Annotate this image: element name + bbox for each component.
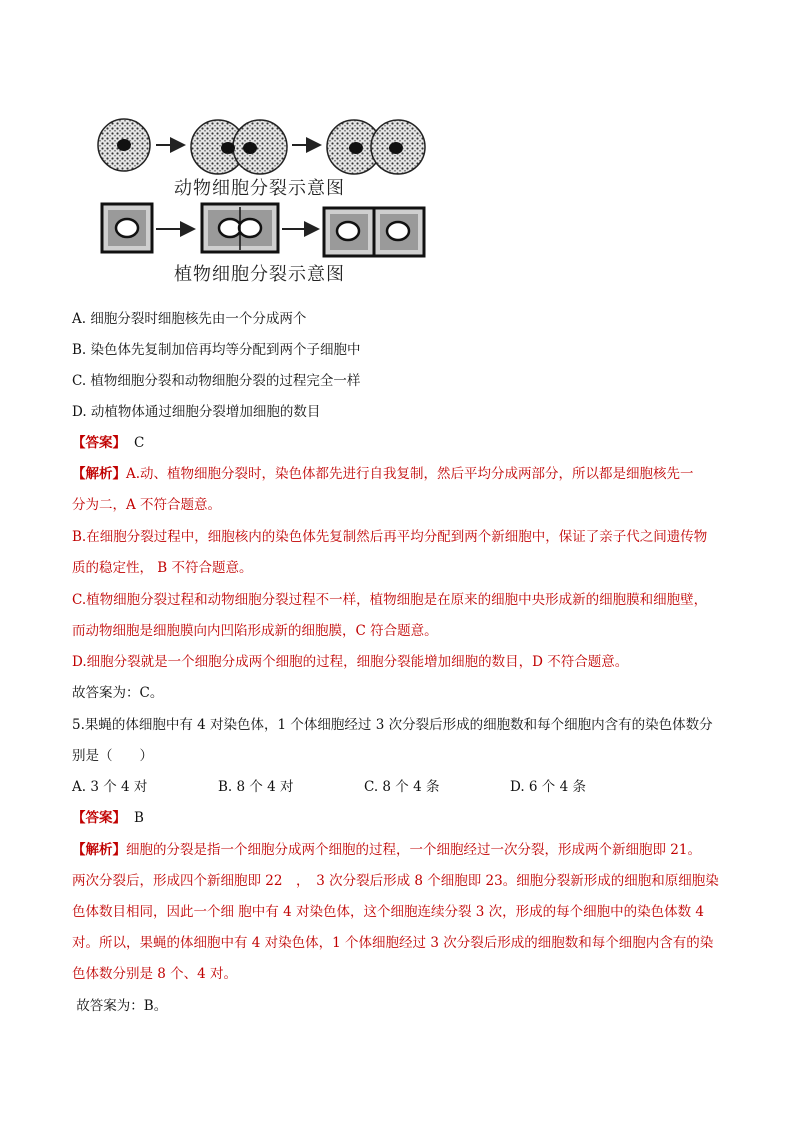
q5-option-d: D. 6 个 4 条 [510,779,586,795]
q5-option-b: B. 8 个 4 对 [218,779,294,795]
analysis-label: 【解析】 [72,842,126,858]
q4-answer [72,433,144,453]
q4-analysis-line: 【解析】A.动、植物细胞分裂时，染色体都先进行自我复制，然后平均分成两部分，所以都是细胞核先一 [72,466,694,482]
q5-option-c: C. 8 个 4 条 [364,779,440,795]
q5-stem: 5.果蝇的体细胞中有 4 对染色体，1 个体细胞经过 3 次分裂后形成的细胞数和每个细胞内含有的染色体数分 [72,717,713,733]
q4-option-b: B. 染色体先复制加倍再均等分配到两个子细胞中 [72,342,361,358]
q5-option-a: A. 3 个 4 对 [72,779,148,795]
cell-division-figure [96,112,436,287]
q5-analysis-line: 【解析】细胞的分裂是指一个细胞分成两个细胞的过程，一个细胞经过一次分裂，形成两个新细胞即 21。 [72,842,701,858]
animal-nucleus [117,139,131,151]
q4-option-c: C. 植物细胞分裂和动物细胞分裂的过程完全一样 [72,373,361,389]
answer-label: 【答案】 [72,810,126,826]
q5-analysis-line: 两次分裂后，形成四个新细胞即 22 ， 3 次分裂后形成 8 个细胞即 23。细胞分裂新形成的细胞和原细胞染 [72,873,719,889]
q4-analysis-line: B.在细胞分裂过程中，细胞核内的染色体先复制然后再平均分配到两个新细胞中，保证了亲子代之间遗传物 [72,529,708,545]
animal-cell-2b [233,120,287,174]
q4-analysis-line: D.细胞分裂就是一个细胞分成两个细胞的过程，细胞分裂能增加细胞的数目，D 不符合题意。 [72,654,629,670]
q5-analysis-line: 色体数分别是 8 个、4 对。 [72,966,238,982]
analysis-label: 【解析】 [72,466,126,482]
q5-analysis-line: 色体数目相同，因此一个细 胞中有 4 对染色体，这个细胞连续分裂 3 次，形成的每个细胞中的染色体数 4 [72,904,705,920]
q5-analysis-line: 对。所以，果蝇的体细胞中有 4 对染色体，1 个体细胞经过 3 次分裂后形成的细胞数和每个细胞内含有的染 [72,935,714,951]
q4-analysis-line: 分为二，A 不符合题意。 [72,497,222,513]
q4-option-d: D. 动植物体通过细胞分裂增加细胞的数目 [72,404,321,420]
animal-caption: 动物细胞分裂示意图 [174,178,345,199]
q5-stem: 别是（ ） [72,748,153,764]
q4-analysis-line: 质的稳定性， B 不符合题意。 [72,560,253,576]
answer-label: 【答案】 [72,435,126,451]
plant-caption: 植物细胞分裂示意图 [174,264,345,285]
q5-options [72,777,586,797]
q4-option-a: A. 细胞分裂时细胞核先由一个分成两个 [72,311,307,327]
q5-answer [72,808,144,828]
answer-value: B [134,810,144,826]
plant-nucleus [116,219,138,237]
q4-analysis-line: 而动物细胞是细胞膜向内凹陷形成新的细胞膜，C 符合题意。 [72,623,438,639]
q5-final-answer: 故答案为：B。 [72,998,168,1014]
q4-final-answer: 故答案为：C。 [72,685,164,701]
animal-cell-row [98,119,425,174]
q4-analysis-line: C.植物细胞分裂过程和动物细胞分裂过程不一样，植物细胞是在原来的细胞中央形成新的细胞膜和细胞壁， [72,592,708,608]
answer-value: C [134,435,145,451]
plant-cell-row [102,204,424,256]
